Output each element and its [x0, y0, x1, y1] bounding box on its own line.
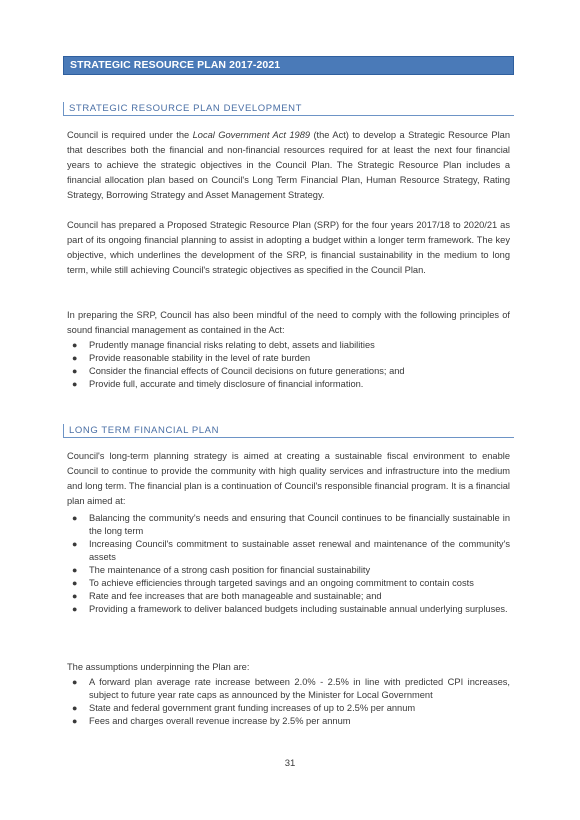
list-item: ● Consider the financial effects of Council decisions on future generations; and	[72, 366, 405, 376]
bullet-icon: ●	[72, 513, 78, 523]
bullet-icon: ●	[72, 379, 78, 389]
bullet-icon: ●	[72, 366, 78, 376]
list-ltfp-aims	[67, 512, 510, 616]
paragraph-srp-prepared: Council has prepared a Proposed Strategic Resource Plan (SRP) for the four years 2017/18 to 2020/21 as part of its ongoing financial planning to assist in adopting a budget within a longer term framework. The key objective, which underlines the development of the SRP, is financial sustainability in the medium to long term, while still achieving Council's strategic objectives as specified in the Council Plan.	[67, 220, 510, 275]
text-run: (the Act) to develop a Strategic Resource Plan that describes both the financial and non-financial resources required for at least the next four financial years to achieve the strategic objectives in the Council Plan. The Strategic Resource Plan includes a financial allocation plan based on Council's Long Term Financial Plan, Human Resource Strategy, Rating Strategy, Borrowing Strategy and Asset Management Strategy.	[67, 130, 510, 200]
list-item: ● Providing a framework to deliver balanced budgets including sustainable annual underlying surpluses.	[72, 604, 508, 614]
list-item: ● Rate and fee increases that are both manageable and sustainable; and	[72, 591, 382, 601]
bullet-icon: ●	[72, 353, 78, 363]
list-item: ● Increasing Council's commitment to sustainable asset renewal and maintenance of the community's assets	[72, 539, 510, 562]
heading-long-term-financial-plan: LONG TERM FINANCIAL PLAN	[63, 424, 514, 438]
paragraph-assumptions-intro: The assumptions underpinning the Plan are:	[67, 662, 250, 672]
list-item: ● A forward plan average rate increase between 2.0% - 2.5% in line with predicted CPI increases, subject to future year rate caps as announced by the Minister for Local Government	[72, 677, 510, 700]
list-principles	[67, 339, 510, 391]
list-item: ● Provide full, accurate and timely disclosure of financial information.	[72, 379, 364, 389]
bullet-icon: ●	[72, 703, 78, 713]
bullet-icon: ●	[72, 591, 78, 601]
bullet-icon: ●	[72, 565, 78, 575]
paragraph-ltfp-intro: Council's long-term planning strategy is aimed at creating a sustainable fiscal environment to enable Council to continue to provide the community with high quality services and infrastructure into the medium and long term. The financial plan is a continuation of Council's responsible financial program. It is a financial plan aimed at:	[67, 451, 510, 506]
list-item: ● State and federal government grant funding increases of up to 2.5% per annum	[72, 703, 416, 713]
bullet-icon: ●	[72, 604, 78, 614]
list-item: ● Prudently manage financial risks relating to debt, assets and liabilities	[72, 340, 375, 350]
act-name: Local Government Act 1989	[192, 130, 311, 140]
text-run: Council is required under the	[67, 130, 193, 140]
page-number: 31	[284, 758, 296, 769]
bullet-icon: ●	[72, 578, 78, 588]
bullet-icon: ●	[72, 340, 78, 350]
heading-srp-development: STRATEGIC RESOURCE PLAN DEVELOPMENT	[63, 102, 514, 116]
paragraph-srp-intro	[67, 128, 510, 203]
paragraph-srp-principles: In preparing the SRP, Council has also been mindful of the need to comply with the following principles of sound financial management as contained in the Act:	[67, 310, 510, 335]
bullet-icon: ●	[72, 677, 78, 687]
list-item: ● To achieve efficiencies through targeted savings and an ongoing commitment to contain costs	[72, 578, 474, 588]
list-assumptions	[67, 676, 510, 728]
section-banner: STRATEGIC RESOURCE PLAN 2017-2021	[63, 56, 514, 75]
bullet-icon: ●	[72, 716, 78, 726]
list-item: ● Provide reasonable stability in the level of rate burden	[72, 353, 311, 363]
list-item: ● Balancing the community's needs and ensuring that Council continues to be financially sustainable in the long term	[72, 513, 510, 536]
bullet-icon: ●	[72, 539, 78, 549]
list-item: ● The maintenance of a strong cash position for financial sustainability	[72, 565, 371, 575]
list-item: ● Fees and charges overall revenue increase by 2.5% per annum	[72, 716, 351, 726]
